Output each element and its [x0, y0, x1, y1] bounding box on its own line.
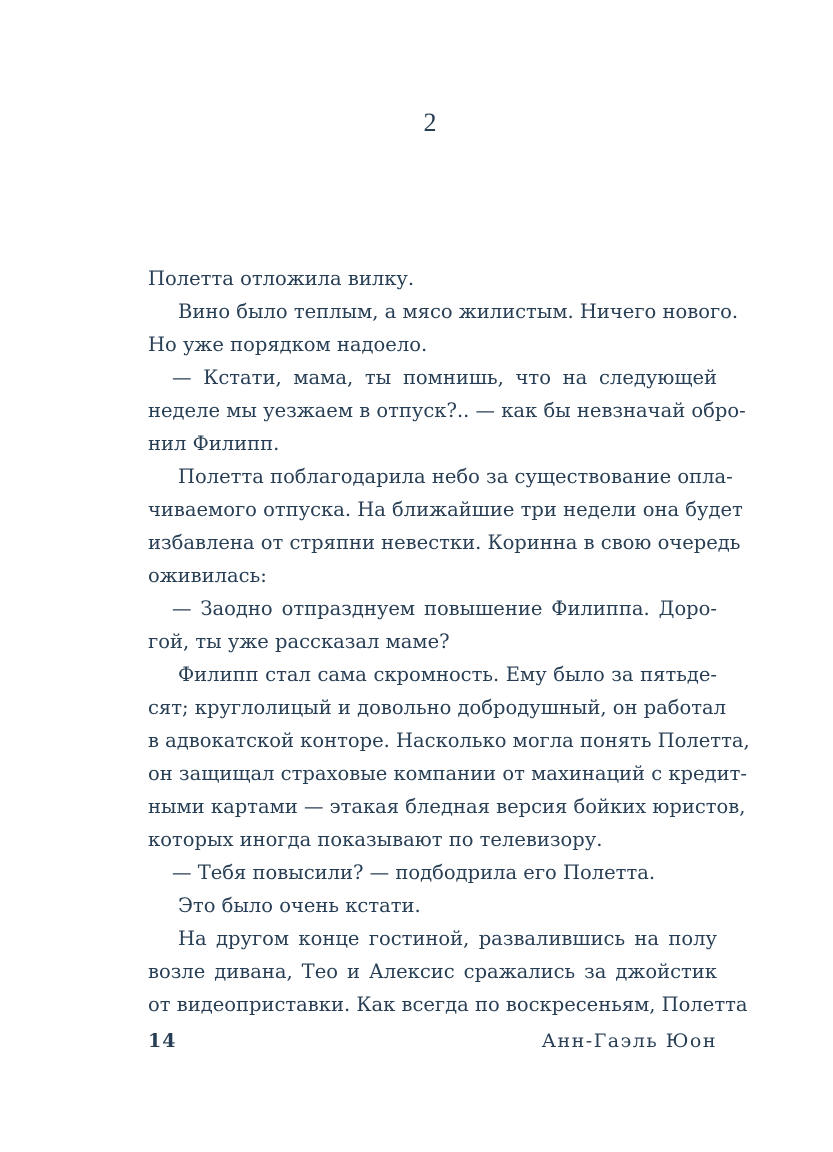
text-line: он защищал страховые компании от махинаций с кредит-	[148, 762, 747, 785]
running-header-author: Анн-Гаэль Юон	[541, 1030, 717, 1052]
text-line: оживилась:	[148, 564, 267, 587]
text-line: возле дивана, Тео и Алексис сражались за джойстик	[148, 960, 717, 983]
text-line: — Заодно отпразднуем повышение Филиппа. Доро-	[172, 597, 717, 620]
text-line: гой, ты уже рассказал маме?	[148, 630, 450, 653]
text-line: Филипп стал сама скромность. Ему было за пятьде-	[178, 663, 717, 686]
chapter-number: 2	[423, 108, 437, 137]
text-line: нил Филипп.	[148, 432, 280, 455]
text-line: Полетта поблагодарила небо за существование опла-	[178, 465, 733, 488]
text-line: — Кстати, мама, ты помнишь, что на следующей	[172, 366, 717, 389]
text-line: Но уже порядком надоело.	[148, 333, 428, 356]
text-line: которых иногда показывают по телевизору.	[148, 828, 603, 851]
text-line: ными картами — этакая бледная версия бойких юристов,	[148, 795, 746, 818]
text-line: от видеоприставки. Как всегда по воскресеньям, Полетта	[148, 993, 748, 1016]
text-line: сят; круглолицый и довольно добродушный, он работал	[148, 696, 727, 719]
text-line: Вино было теплым, а мясо жилистым. Ничего нового.	[178, 300, 739, 323]
text-line: Полетта отложила вилку.	[148, 267, 415, 290]
text-line: Это было очень кстати.	[178, 894, 421, 917]
text-line: На другом конце гостиной, развалившись на полу	[178, 927, 717, 950]
text-line: чиваемого отпуска. На ближайшие три недели она будет	[148, 498, 743, 521]
text-line: неделе мы уезжаем в отпуск?.. — как бы невзначай обро-	[148, 399, 746, 422]
body-text	[148, 262, 750, 1021]
page-number: 14	[148, 1030, 177, 1052]
text-line: — Тебя повысили? — подбодрила его Полетта.	[172, 861, 656, 884]
text-line: в адвокатской конторе. Насколько могла понять Полетта,	[148, 729, 750, 752]
text-line: избавлена от стряпни невестки. Коринна в свою очередь	[148, 531, 741, 554]
